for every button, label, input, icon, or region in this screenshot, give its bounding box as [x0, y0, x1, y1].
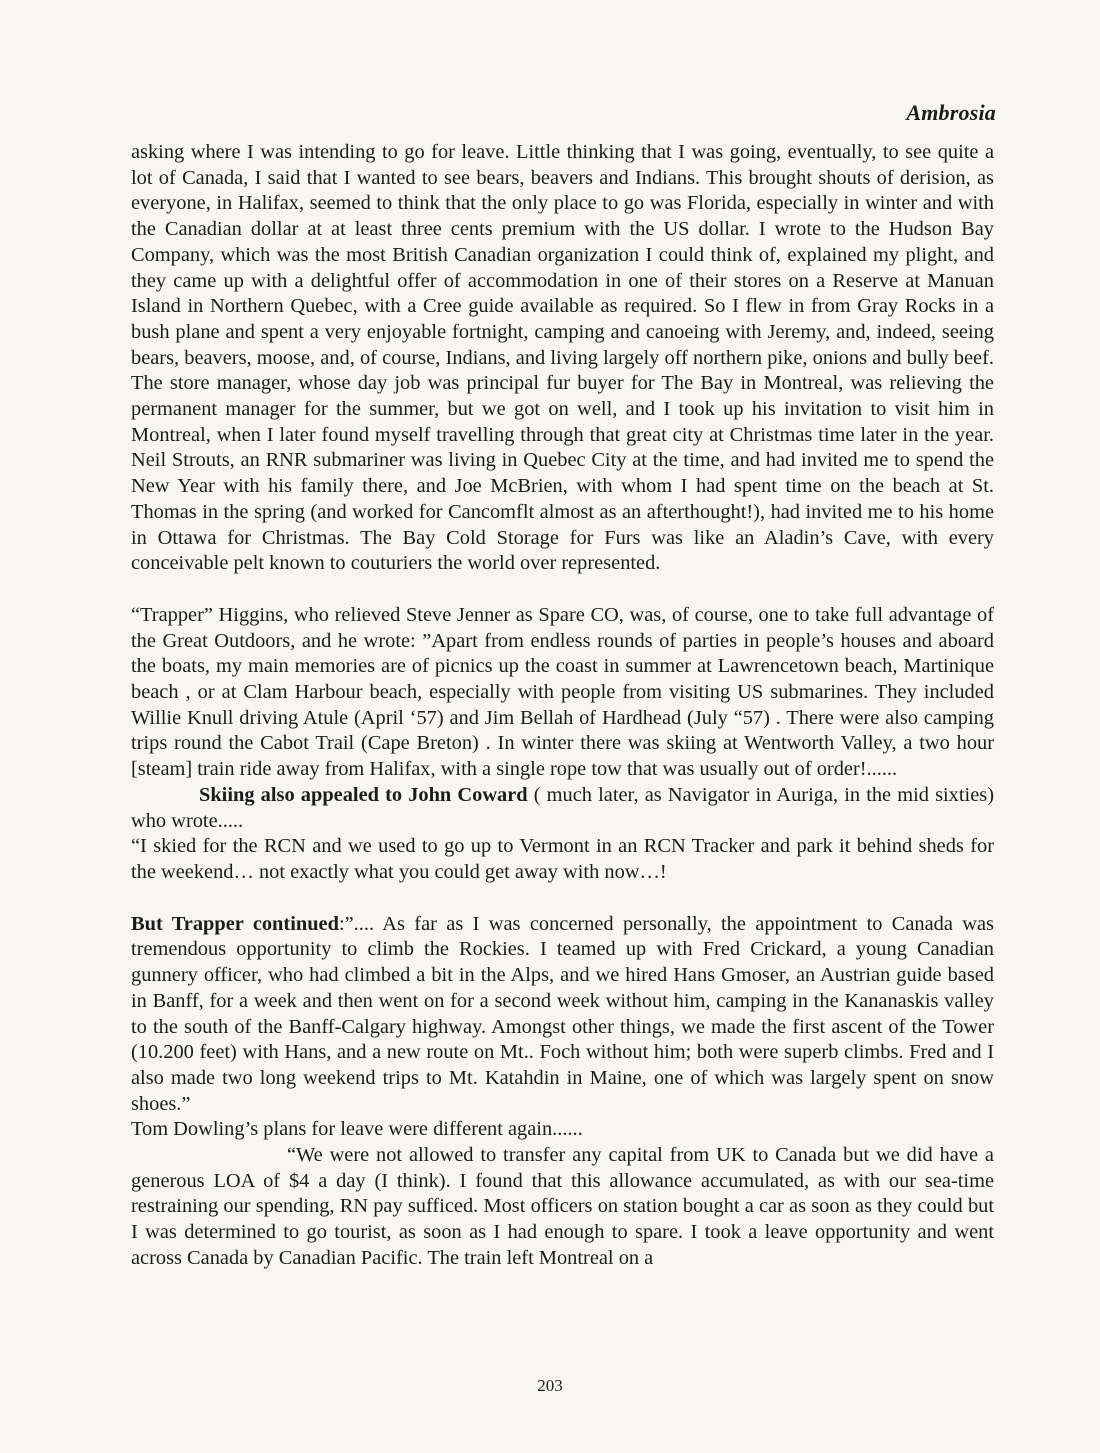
paragraph-trapper-higgins: “Trapper” Higgins, who relieved Steve Jenner as Spare CO, was, of course, one to take full advantage of the Great Outdoors, and he wrote: ”Apart from endless rounds of parties in people’s houses and aboard the boats, my main memories are of picnics up the coast in summer at Lawrencetown beach, Martinique beach , or at Clam Harbour beach, especially with people from visiting US submarines. They included Willie Knull driving Atule (April ‘57) and Jim Bellah of Hardhead (July “57) . There were also camping trips round the Cabot Trail (Cape Breton) . In winter there was skiing at Wentworth Valley, a two hour [steam] train ride away from Halifax, with a single rope tow that was usually out of order!......	[131, 603, 994, 781]
paragraph-trapper-continued	[131, 912, 994, 1118]
trapper-continued-text: :”.... As far as I was concerned personally, the appointment to Canada was tremendous opportunity to climb the Rockies. I teamed up with Fred Crickard, a young Canadian gunnery officer, who had climbed a bit in the Alps, and we hired Hans Gmoser, an Austrian guide based in Banff, for a week and then went on for a second week without him, camping in the Kananaskis valley to the south of the Banff-Calgary highway. Amongst other things, we made the first ascent of the Tower (10.200 feet) with Hans, and a new route on Mt.. Foch without him; both were superb climbs. Fred and I also made two long weekend trips to Mt. Katahdin in Maine, one of which was largely spent on snow shoes.”	[131, 912, 994, 1115]
running-head-title: Ambrosia	[906, 100, 996, 125]
paragraph-gap	[131, 577, 994, 603]
paragraph-john-coward	[131, 783, 994, 834]
page-number: 203	[537, 1376, 563, 1395]
trapper-continued-lead: But Trapper continued	[131, 912, 339, 935]
john-coward-text: ( much later, as Navigator in Auriga, in the mid sixties) who wrote.....	[131, 783, 994, 832]
page-body	[131, 140, 994, 1272]
paragraph-tom-dowling-intro: Tom Dowling’s plans for leave were different again......	[131, 1118, 583, 1141]
paragraph-gap	[131, 886, 994, 912]
paragraph-rcn-tracker: “I skied for the RCN and we used to go up to Vermont in an RCN Tracker and park it behind sheds for the weekend… not exactly what you could get away with now…!	[131, 835, 994, 883]
john-coward-lead: Skiing also appealed to John Coward	[199, 783, 528, 806]
paragraph-tom-dowling-quote: “We were not allowed to transfer any capital from UK to Canada but we did have a generous LOA of $4 a day (I think). I found that this allowance accumulated, as with our sea-time restraining our spending, RN pay sufficed. Most officers on station bought a car as soon as they could but I was determined to go tourist, as soon as I had enough to spare. I took a leave opportunity and went across Canada by Canadian Pacific. The train left Montreal on a	[131, 1144, 994, 1269]
paragraph-leave-canada: asking where I was intending to go for leave. Little thinking that I was going, eventually, to see quite a lot of Canada, I said that I wanted to see bears, beavers and Indians. This brought shouts of derision, as everyone, in Halifax, seemed to think that the only place to go was Florida, especially in winter and with the Canadian dollar at at least three cents premium with the US dollar. I wrote to the Hudson Bay Company, which was the most British Canadian organization I could think of, explained my plight, and they came up with a delightful offer of accommodation in one of their stores on a Reserve at Manuan Island in Northern Quebec, with a Cree guide available as required. So I flew in from Gray Rocks in a bush plane and spent a very enjoyable fortnight, camping and canoeing with Jeremy, and, indeed, seeing bears, beavers, moose, and, of course, Indians, and living largely off northern pike, onions and bully beef. The store manager, whose day job was principal fur buyer for The Bay in Montreal, was relieving the permanent manager for the summer, but we got on well, and I took up his invitation to visit him in Montreal, when I later found myself travelling through that great city at Christmas time later in the year. Neil Strouts, an RNR submariner was living in Quebec City at the time, and had invited me to spend the New Year with his family there, and Joe McBrien, with whom I had spent time on the beach at St. Thomas in the spring (and worked for Cancomflt almost as an afterthought!), had invited me to his home in Ottawa for Christmas. The Bay Cold Storage for Furs was like an Aladin’s Cave, with every conceivable pelt known to couturiers the world over represented.	[131, 141, 994, 575]
